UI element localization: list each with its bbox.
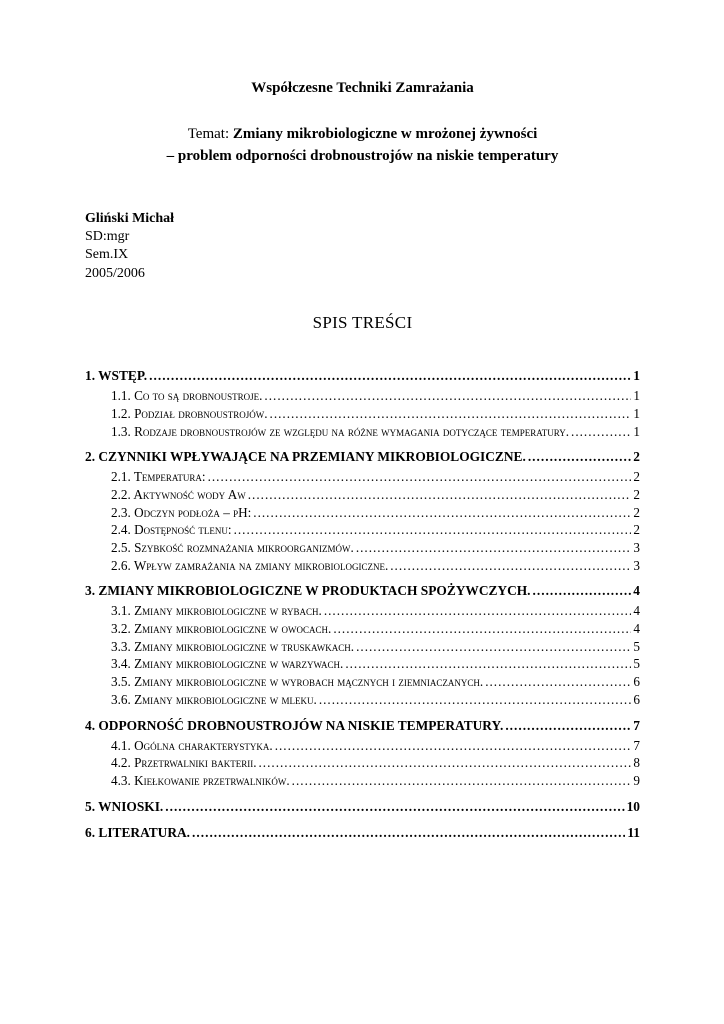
toc-entry-page: 2 xyxy=(633,504,640,520)
toc-entry-label: 3.1. Zmiany mikrobiologiczne w rybach. xyxy=(111,603,322,619)
dot-leader xyxy=(248,486,632,504)
dot-leader xyxy=(571,423,631,441)
toc-entry-page: 9 xyxy=(633,772,640,788)
toc-entry-page: 2 xyxy=(633,469,640,485)
toc-entry xyxy=(85,638,640,656)
toc-entry xyxy=(85,737,640,755)
toc-entry-page: 4 xyxy=(633,621,640,637)
dot-leader xyxy=(264,387,631,405)
toc-entry-label: 1.3. Rodzaje drobnoustrojów ze względu na różne wymagania dotyczące temperatury. xyxy=(111,423,570,439)
document-subtitle xyxy=(85,124,640,168)
subtitle-prefix: Temat: xyxy=(187,126,233,142)
toc-entry-label: 2.4. Dostępność tlenu: xyxy=(111,522,232,538)
toc-entry-label: 1.2. Podział drobnoustrojów. xyxy=(111,406,268,422)
toc-entry-page: 3 xyxy=(633,540,640,556)
toc-entry-page: 3 xyxy=(633,557,640,573)
author-name: Gliński Michał xyxy=(85,210,175,226)
toc-entry-page: 2 xyxy=(633,449,640,465)
toc-entry-label: 2.3. Odczyn podłoża – pH: xyxy=(111,504,252,520)
dot-leader xyxy=(345,655,631,673)
toc-entry xyxy=(85,582,640,600)
toc-entry xyxy=(85,539,640,557)
toc-heading: SPIS TREŚCI xyxy=(312,313,413,333)
toc-entry-label: 3. ZMIANY MIKROBIOLOGICZNE W PRODUKTACH SPOŻYWCZYCH. xyxy=(85,583,531,599)
toc-entry-page: 8 xyxy=(633,755,640,771)
toc-entry xyxy=(85,602,640,620)
toc-entry-label: 3.2. Zmiany mikrobiologiczne w owocach. xyxy=(111,621,332,637)
toc-entry-label: 3.3. Zmiany mikrobiologiczne w truskawkach. xyxy=(111,638,355,654)
dot-leader xyxy=(208,468,632,486)
dot-leader xyxy=(324,602,632,620)
author-degree: SD:mgr xyxy=(85,228,130,244)
toc-entry xyxy=(85,655,640,673)
dot-leader xyxy=(234,521,632,539)
dot-leader xyxy=(165,798,624,816)
toc-entry-label: 2.1. Temperatura: xyxy=(111,469,206,485)
toc-entry-label: 4.1. Ogólna charakterystyka. xyxy=(111,737,273,753)
toc-entry xyxy=(85,423,640,441)
toc-entry-page: 1 xyxy=(633,423,640,439)
toc-entry-page: 6 xyxy=(633,691,640,707)
toc-entry xyxy=(85,717,640,735)
toc-entry-page: 1 xyxy=(633,388,640,404)
toc-entry xyxy=(85,620,640,638)
toc-entry-label: 1.1. Co to są drobnoustroje. xyxy=(111,388,263,404)
toc-list xyxy=(85,367,640,841)
toc-entry xyxy=(85,673,640,691)
toc-entry-page: 7 xyxy=(633,737,640,753)
toc-entry-page: 2 xyxy=(633,522,640,538)
toc-entry-page: 5 xyxy=(633,656,640,672)
dot-leader xyxy=(275,737,632,755)
toc-entry-page: 5 xyxy=(633,638,640,654)
toc-entry xyxy=(85,798,640,816)
toc-entry-label: 4. ODPORNOŚĆ DROBNOUSTROJÓW NA NISKIE TEMPERATURY. xyxy=(85,717,504,733)
toc-entry-page: 11 xyxy=(627,824,640,840)
toc-entry-label: 4.3. Kiełkowanie przetrwalników. xyxy=(111,772,290,788)
toc-entry-label: 2.6. Wpływ zamrażania na zmiany mikrobiologiczne. xyxy=(111,557,389,573)
dot-leader xyxy=(505,717,631,735)
dot-leader xyxy=(253,504,631,522)
toc-entry-label: 4.2. Przetrwalniki bakterii. xyxy=(111,755,257,771)
toc-entry-label: 6. LITERATURA. xyxy=(85,824,191,840)
dot-leader xyxy=(333,620,631,638)
toc-entry-page: 7 xyxy=(633,717,640,733)
toc-entry-label: 3.6. Zmiany mikrobiologiczne w mleku. xyxy=(111,691,317,707)
toc-entry xyxy=(85,448,640,466)
toc-entry xyxy=(85,367,640,385)
dot-leader xyxy=(319,691,632,709)
toc-entry-label: 3.5. Zmiany mikrobiologiczne w wyrobach mącznych i ziemniaczanych. xyxy=(111,674,484,690)
toc-entry-label: 2.2. Aktywność wody Aw xyxy=(111,487,246,503)
toc-entry xyxy=(85,405,640,423)
toc-entry-page: 6 xyxy=(633,674,640,690)
dot-leader xyxy=(292,772,632,790)
toc-entry-page: 2 xyxy=(633,487,640,503)
dot-leader xyxy=(533,582,632,600)
dot-leader xyxy=(356,539,632,557)
dot-leader xyxy=(356,638,631,656)
toc-entry-label: 3.4. Zmiany mikrobiologiczne w warzywach. xyxy=(111,656,344,672)
toc-entry xyxy=(85,468,640,486)
dot-leader xyxy=(259,754,632,772)
toc-entry xyxy=(85,486,640,504)
toc-entry-label: 2. CZYNNIKI WPŁYWAJĄCE NA PRZEMIANY MIKROBIOLOGICZNE. xyxy=(85,449,526,465)
dot-leader xyxy=(270,405,632,423)
toc-entry-label: 1. WSTĘP. xyxy=(85,368,148,384)
toc-entry-page: 4 xyxy=(633,603,640,619)
toc-entry-page: 1 xyxy=(633,406,640,422)
subtitle-line1: Zmiany mikrobiologiczne w mrożonej żywności xyxy=(232,126,538,142)
toc-entry-label: 2.5. Szybkość rozmnażania mikroorganizmów. xyxy=(111,540,354,556)
dot-leader xyxy=(528,448,631,466)
toc-entry xyxy=(85,521,640,539)
dot-leader xyxy=(192,824,625,842)
dot-leader xyxy=(485,673,631,691)
dot-leader xyxy=(149,367,631,385)
toc-entry-page: 10 xyxy=(626,798,640,814)
toc-entry xyxy=(85,824,640,842)
author-block xyxy=(85,210,640,284)
toc-entry-label: 5. WNIOSKI. xyxy=(85,798,164,814)
author-year: 2005/2006 xyxy=(85,265,145,281)
author-semester: Sem.IX xyxy=(85,247,129,263)
toc-entry xyxy=(85,754,640,772)
toc-entry xyxy=(85,557,640,575)
subtitle-line2: – problem odporności drobnoustrojów na niskie temperatury xyxy=(166,147,559,164)
toc-entry xyxy=(85,772,640,790)
toc-entry xyxy=(85,387,640,405)
toc-entry xyxy=(85,504,640,522)
toc-entry-page: 4 xyxy=(633,583,640,599)
toc-entry-page: 1 xyxy=(633,368,640,384)
toc-entry xyxy=(85,691,640,709)
dot-leader xyxy=(390,557,631,575)
document-title: Współczesne Techniki Zamrażania xyxy=(251,80,474,96)
